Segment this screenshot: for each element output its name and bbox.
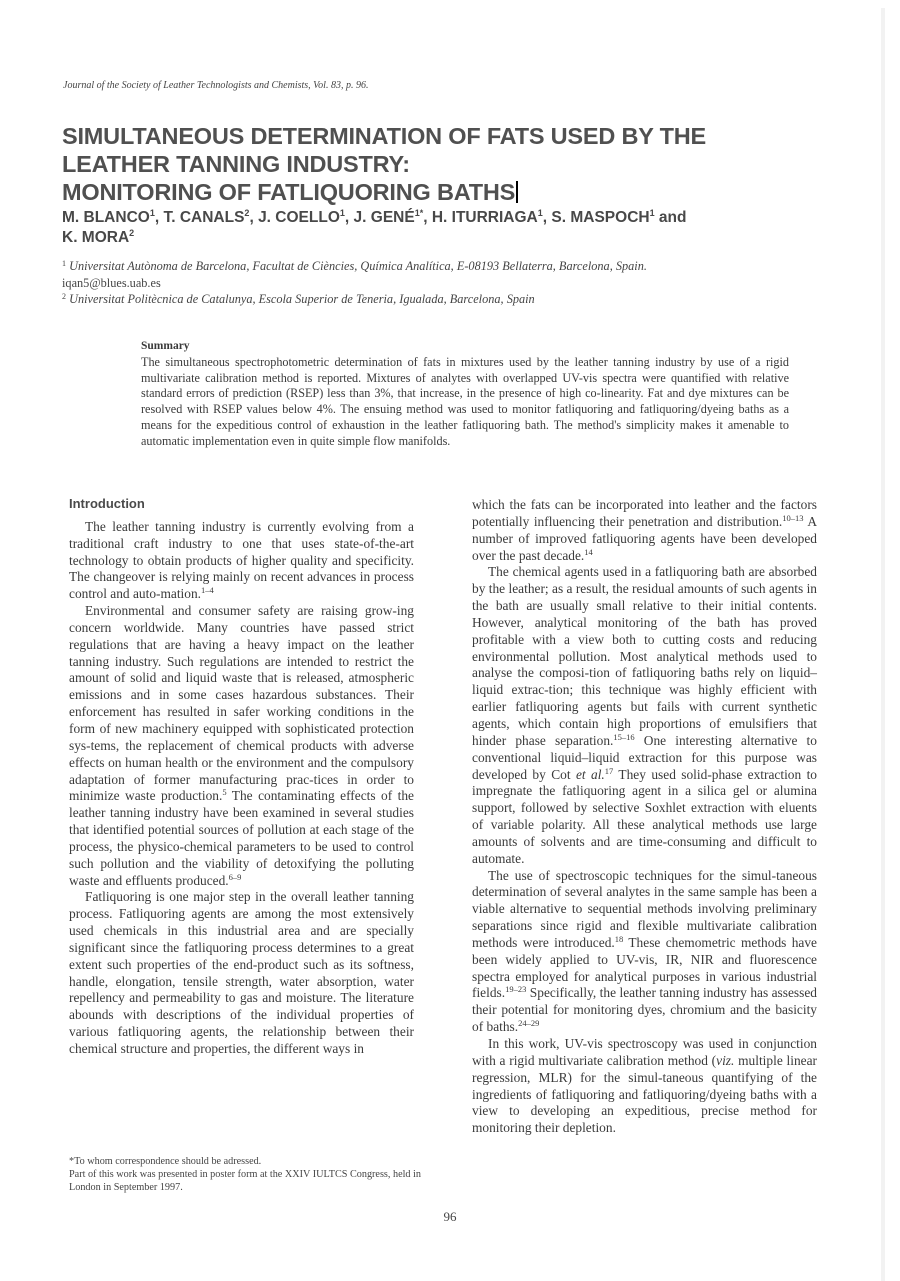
- author: T. CANALS: [163, 209, 245, 226]
- viz-italic: viz.: [716, 1052, 735, 1068]
- footnote-correspondence: *To whom correspondence should be adressed.: [69, 1156, 262, 1167]
- author: M. BLANCO: [62, 209, 150, 226]
- author-list: M. BLANCO$^1$, T. CANALS$^2$, J. COELLO$^1$, J. $GENÉ^{1*}$, H. ITURRIAGA$^1$, S. MASPOCH$^1$ and K. MORA$^2$: [62, 208, 687, 246]
- affiliation-text: Universitat Politècnica de Catalunya, Escola Superior de Teneria, Igualada, Barcelona, Spain: [69, 292, 535, 306]
- author: J. COELLO: [258, 209, 340, 226]
- section-heading-introduction: Introduction: [69, 496, 145, 511]
- citation-ref: 5: [222, 787, 227, 798]
- author: S. MASPOCH: [551, 209, 650, 226]
- citation-ref: 19–23: [505, 984, 527, 995]
- title-line-3: [62, 178, 842, 206]
- title-line-1: SIMULTANEOUS DETERMINATION OF FATS USED BY THE: [62, 123, 707, 149]
- paragraph-text: The contaminating effects of the leather tanning industry have been examined in several studies that identified potential sources of pollution at each stage of the process, the physico-chemical parameters to be used to control such pollution and the viability of detoxifying the polluting waste and effluents produced.: [69, 788, 414, 888]
- author: K. MORA: [62, 229, 130, 246]
- paragraph-text: which the fats can be incorporated into leather and the factors potentially influencing their penetration and distribution.: [472, 497, 817, 529]
- footnote-presentation: Part of this work was presented in poster form at the XXIV IULTCS Congress, held in London in September 1997.: [69, 1169, 421, 1193]
- affiliations: [62, 258, 862, 308]
- paragraph-text: One interesting alternative to conventional liquid–liquid extraction for this purpose was developed by Cot: [472, 732, 817, 782]
- affiliation-number: 2: [62, 292, 66, 301]
- abstract: [141, 339, 789, 450]
- paragraph-text: The chemical agents used in a fatliquoring bath are absorbed by the leather; as a result, the residual amounts of such agents in the bath are usually small relative to their initial contents. However, analytical monitoring of the bath has proved profitable with a view both to cutting costs and reducing environmental pollution. Most analytical methods used to analyse the composi-tion of fatliquoring baths rely on liquid–liquid extrac-tion; this technique was highly efficient with earlier fatliquoring agents but fails with current synthetic agents, which contain high proportions of emulsifiers that hinder phase separation.: [472, 564, 817, 748]
- et-al-italic: et al.: [575, 766, 605, 782]
- citation-ref: 1–4: [201, 585, 214, 596]
- paragraph-text: In this work, UV-vis spectroscopy was used in conjunction with a rigid multivariate calibration method (: [472, 1036, 817, 1068]
- page-edge-shadow: [881, 8, 885, 1281]
- left-column: [69, 496, 414, 1058]
- citation-ref: 15–16: [613, 731, 635, 742]
- paragraph-text: They used solid-phase extraction to impregnate the fatliquoring agent in a silica gel or alumina support, followed by selective Soxhlet extraction with eluents of variable polarity. All these analytical methods use large amounts of solvents and are time-consuming and difficult to automate.: [472, 766, 818, 866]
- author-affil-ref: 1: [537, 208, 543, 218]
- paragraph: [472, 564, 817, 867]
- citation-ref: 14: [584, 546, 593, 557]
- paragraph-text: multiple linear regression, MLR) for the simul-taneous quantifying of the ingredients of fatliquoring and fatliquoring/dyeing baths with a view to developing an expeditious, precise method for monitoring their depletion.: [472, 1052, 817, 1136]
- contact-email[interactable]: iqan5@blues.uab.es: [62, 275, 161, 290]
- title-line-2: LEATHER TANNING INDUSTRY:: [62, 151, 410, 177]
- text-cursor: [516, 181, 518, 203]
- page-number: 96: [443, 1209, 457, 1224]
- author-affil-ref: 1: [149, 208, 155, 218]
- paragraph: [69, 519, 414, 603]
- affiliation-number: 1: [62, 259, 66, 268]
- paragraph: [472, 1036, 817, 1137]
- title-line-3-text: MONITORING OF FATLIQUORING BATHS: [62, 179, 516, 205]
- author-affil-ref: 1*: [414, 208, 424, 218]
- abstract-heading: Summary: [141, 340, 190, 352]
- author-affil-ref: 2: [244, 208, 250, 218]
- paragraph-text: Environmental and consumer safety are raising grow-ing concern worldwide. Many countries have passed strict regulations that are having a heavy impact on the leather tanning industry. Such regulations are intended to restrict the amount of solid and liquid waste that is released, atmospheric emissions and in some cases hazardous substances. Their enforcement has resulted in safer working conditions in the form of new machinery equipped with sophisticated protection sys-tems, the replacement of chemical products with adverse effects on human health or the environment and the compulsory adaptation of former manufacturing prac-tices in order to minimize waste production.: [69, 603, 414, 804]
- citation-ref: 6–9: [228, 871, 242, 882]
- paragraph: [69, 603, 414, 889]
- author-affil-ref: 1: [649, 208, 655, 218]
- author-conjunction: and: [658, 209, 687, 226]
- footnotes: [69, 1155, 429, 1194]
- affiliation-text: Universitat Autònoma de Barcelona, Facultat de Ciències, Química Analítica, E-08193 Bellaterra, Barcelona, Spain.: [69, 259, 647, 273]
- citation-ref: 10–13: [782, 512, 804, 523]
- right-column: [472, 497, 817, 1137]
- paragraph-text: Fatliquoring is one major step in the overall leather tanning process. Fatliquoring agents are among the most extensively used chemicals in this industrial area and are specially significant since the fatliquoring process determines to a great extent such properties of the end-product such as its softness, handle, elongation, tensile strength, water absorption, water repellency and permeability to gas and moisture. The literature abounds with descriptions of the individual properties of various fatliquoring agents, the relationship between their chemical structure and properties, the different ways in: [69, 889, 414, 1056]
- affiliation-1: [62, 258, 862, 275]
- author-affil-ref: 1: [339, 208, 345, 218]
- citation-ref: 24–29: [518, 1018, 540, 1029]
- journal-citation: Journal of the Society of Leather Technologists and Chemists, Vol. 83, p. 96.: [63, 80, 369, 91]
- paragraph-text: These chemometric methods have been widely applied to UV-vis, IR, NIR and fluorescence spectra employed for analytical purposes in various industrial fields.: [472, 934, 818, 1001]
- paragraph: [69, 889, 414, 1057]
- abstract-text: The simultaneous spectrophotometric determination of fats in mixtures used by the leather tanning industry by use of a rigid multivariate calibration method is reported. Mixtures of analytes with overlapped UV-vis spectra were quantified with relative standard errors of prediction (RSEP) less than 3%, that increase, in the presence of high co-linearity. Fat and dye mixtures can be resolved with RSEP values below 4%. The ensuing method was used to monitor fatliquoring and fatliquoring/dyeing baths as a means for the expeditious control of exhaustion in the leather fatliquoring bath. The method's simplicity makes it amenable to automatic implementation even in quite simple flow manifolds.: [141, 354, 789, 448]
- paragraph-text: Specifically, the leather tanning industry has assessed their potential for monitoring dyes, chromium and the basicity of baths.: [472, 985, 817, 1035]
- author: H. ITURRIAGA: [431, 209, 538, 226]
- paragraph: [472, 868, 817, 1036]
- paragraph-text: The use of spectroscopic techniques for the simul-taneous determination of several analytes in the same sample has been a viable alternative to sequential methods involving preliminary separations since rigid and flexible multivariate calibration methods were introduced.: [472, 867, 817, 950]
- affiliation-2: [62, 291, 862, 308]
- paragraph-text: The leather tanning industry is currently evolving from a traditional craft industry to one that uses state-of-the-art technology to obtain products of higher quality and specificity. The changeover is relying mainly on recent advances in process control and auto-mation.: [69, 518, 414, 602]
- citation-ref: 17: [604, 765, 614, 776]
- citation-ref: 18: [614, 933, 624, 944]
- paragraph: [472, 497, 817, 564]
- author-affil-ref: 2: [129, 228, 135, 238]
- paragraph-text: A number of improved fatliquoring agents have been developed over the past decade.: [472, 513, 817, 563]
- author-corresponding: J. GENÉ: [353, 209, 415, 226]
- paper-title: [62, 122, 842, 206]
